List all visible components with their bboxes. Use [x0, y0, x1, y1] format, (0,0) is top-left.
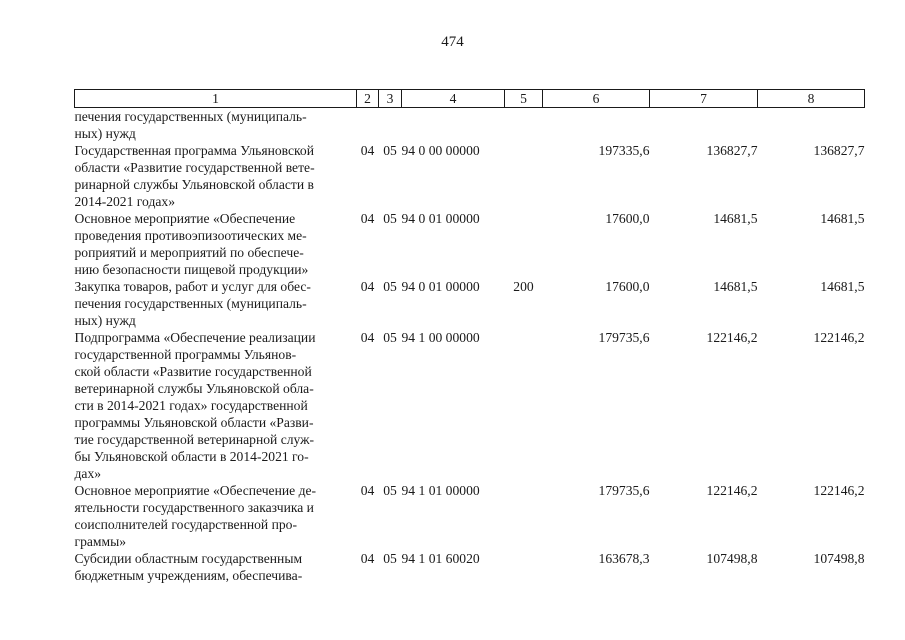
cell-section: 04: [360, 211, 375, 226]
description-line: Субсидии областным государственным: [74, 551, 303, 566]
description-line: области «Развитие государственной вете-: [74, 160, 315, 175]
description-line: тие государственной ветеринарной служ-: [74, 432, 315, 447]
description-line: ных) нужд: [74, 126, 136, 141]
cell-amount-col7: 107498,8: [706, 551, 758, 566]
table-row: [75, 550, 865, 584]
cell-target-code: 94 0 00 00000: [401, 143, 480, 158]
row-description: [75, 329, 357, 482]
cell-expense-type: [505, 329, 543, 482]
header-cell-6: 6: [543, 90, 650, 108]
description-line: печения государственных (муниципаль-: [74, 296, 307, 311]
table-row: [75, 210, 865, 278]
cell-subsection: 05: [383, 483, 397, 498]
description-line: бюджетным учреждениям, обеспечива-: [74, 568, 303, 583]
cell-section: 04: [360, 551, 375, 566]
cell-target-code: 94 0 01 00000: [401, 211, 480, 226]
cell-amount-col6: 197335,6: [598, 143, 650, 158]
cell-section: 04: [360, 330, 375, 345]
budget-table: [74, 89, 865, 584]
cell-expense-type: [505, 550, 543, 584]
cell-section: 04: [360, 143, 375, 158]
description-line: ринарной службы Ульяновской области в: [74, 177, 314, 192]
description-line: Государственная программа Ульяновской: [74, 143, 314, 158]
description-line: Закупка товаров, работ и услуг для обес-: [74, 279, 311, 294]
description-line: роприятий и мероприятий по обеспече-: [74, 245, 304, 260]
row-description: [75, 550, 357, 584]
cell-subsection: 05: [383, 211, 397, 226]
cell-expense-type: [505, 142, 543, 210]
header-cell-5: 5: [505, 90, 543, 108]
table-row: [75, 482, 865, 550]
description-line: ской области «Развитие государственной: [74, 364, 312, 379]
cell-amount-col6: 17600,0: [605, 211, 650, 226]
header-row: [75, 90, 865, 108]
cell-amount-col7: 136827,7: [706, 143, 758, 158]
header-cell-2: 2: [357, 90, 379, 108]
description-line: 2014-2021 годах»: [74, 194, 175, 209]
page-number: 474: [441, 34, 464, 50]
cell-amount-col8: [758, 108, 865, 143]
cell-section: 04: [360, 279, 375, 294]
table-row: [75, 278, 865, 329]
cell-subsection: 05: [383, 551, 397, 566]
description-line: Основное мероприятие «Обеспечение де-: [74, 483, 317, 498]
cell-amount-col8: 14681,5: [820, 211, 865, 226]
cell-amount-col7: 14681,5: [713, 279, 758, 294]
cell-amount-col7: [650, 108, 758, 143]
row-description: [75, 142, 357, 210]
cell-expense-type: [505, 210, 543, 278]
cell-section: 04: [360, 483, 375, 498]
cell-amount-col7: 14681,5: [713, 211, 758, 226]
header-cell-7: 7: [650, 90, 758, 108]
table-row: [75, 329, 865, 482]
description-line: нию безопасности пищевой продукции»: [74, 262, 309, 277]
cell-subsection: [379, 108, 402, 143]
description-line: ных) нужд: [74, 313, 136, 328]
description-line: сти в 2014-2021 годах» государственной: [74, 398, 308, 413]
cell-target-code: [402, 108, 505, 143]
cell-expense-type: [505, 108, 543, 143]
row-description: [75, 482, 357, 550]
cell-amount-col8: 136827,7: [813, 143, 865, 158]
header-cell-1: 1: [75, 90, 357, 108]
cell-subsection: 05: [383, 143, 397, 158]
cell-target-code: 94 1 01 00000: [401, 483, 480, 498]
cell-amount-col8: 107498,8: [813, 551, 865, 566]
description-line: печения государственных (муниципаль-: [74, 109, 307, 124]
description-line: ветеринарной службы Ульяновской обла-: [74, 381, 314, 396]
row-description: [75, 108, 357, 143]
description-line: дах»: [74, 466, 102, 481]
description-line: Подпрограмма «Обеспечение реализации: [74, 330, 316, 345]
cell-expense-type: [505, 482, 543, 550]
cell-amount-col8: 14681,5: [820, 279, 865, 294]
row-description: [75, 278, 357, 329]
cell-target-code: 94 0 01 00000: [401, 279, 480, 294]
description-line: бы Ульяновской области в 2014-2021 го-: [74, 449, 309, 464]
description-line: соисполнителей государственной про-: [74, 517, 298, 532]
cell-amount-col6: [543, 108, 650, 143]
cell-amount-col6: 179735,6: [598, 483, 650, 498]
cell-amount-col7: 122146,2: [706, 330, 758, 345]
table-row: [75, 108, 865, 143]
cell-amount-col6: 163678,3: [598, 551, 650, 566]
description-line: ятельности государственного заказчика и: [74, 500, 314, 515]
description-line: Основное мероприятие «Обеспечение: [74, 211, 296, 226]
description-line: проведения противоэпизоотических ме-: [74, 228, 307, 243]
cell-target-code: 94 1 00 00000: [401, 330, 480, 345]
cell-subsection: 05: [383, 330, 397, 345]
header-cell-3: 3: [379, 90, 402, 108]
header-cell-4: 4: [402, 90, 505, 108]
cell-amount-col6: 179735,6: [598, 330, 650, 345]
cell-section: [357, 108, 379, 143]
table-row: [75, 142, 865, 210]
cell-target-code: 94 1 01 60020: [401, 551, 480, 566]
cell-amount-col8: 122146,2: [813, 483, 865, 498]
cell-subsection: 05: [383, 279, 397, 294]
header-cell-8: 8: [758, 90, 865, 108]
description-line: программы Ульяновской области «Разви-: [74, 415, 314, 430]
cell-amount-col8: 122146,2: [813, 330, 865, 345]
row-description: [75, 210, 357, 278]
cell-amount-col7: 122146,2: [706, 483, 758, 498]
cell-amount-col6: 17600,0: [605, 279, 650, 294]
description-line: государственной программы Ульянов-: [74, 347, 297, 362]
description-line: граммы»: [74, 534, 127, 549]
cell-expense-type: 200: [513, 279, 534, 294]
